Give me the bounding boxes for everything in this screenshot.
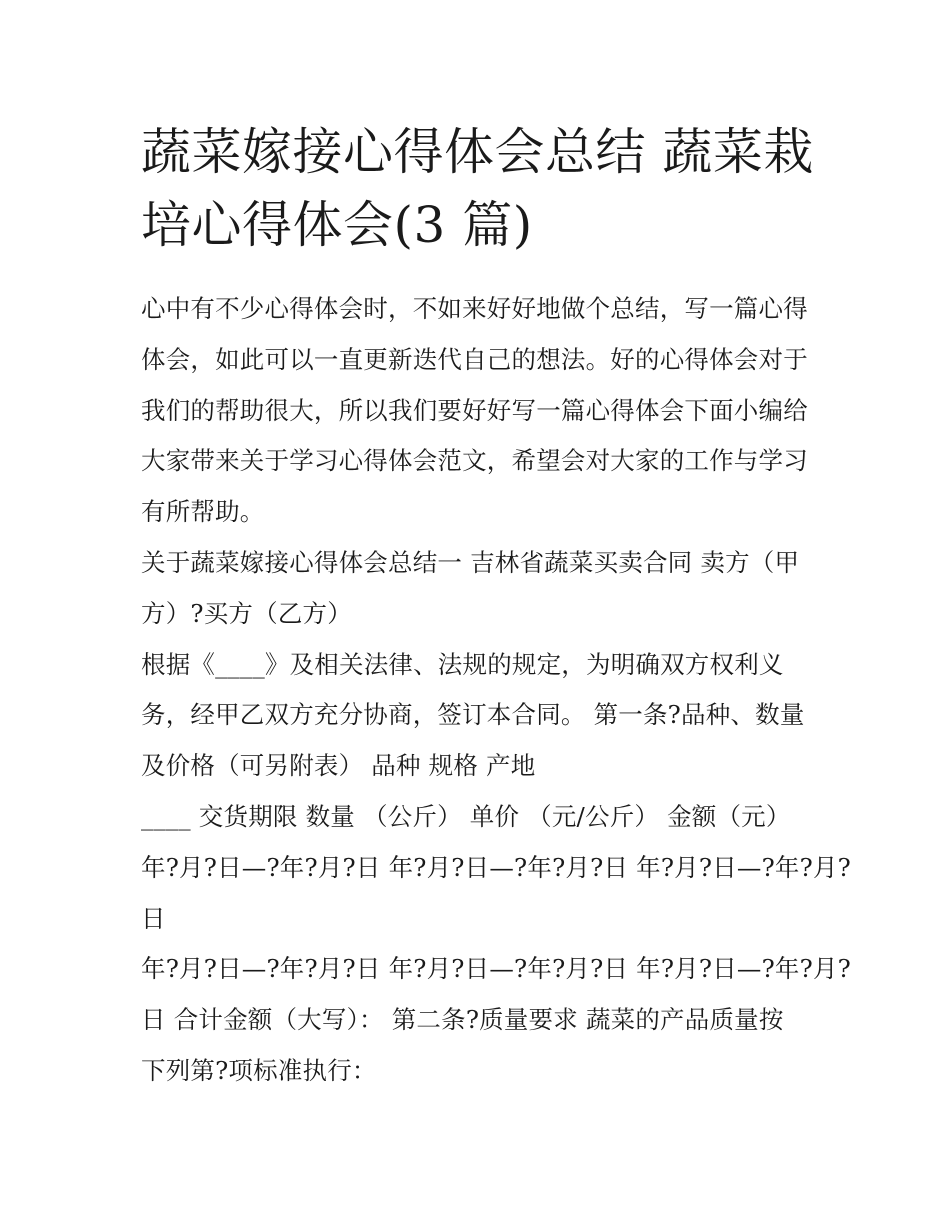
body-line: 我们的帮助很大，所以我们要好好写一篇心得体会下面小编给 [141, 395, 808, 425]
body-line: 日 合计金额（大写）： 第二条?质量要求 蔬菜的产品质量按 [141, 1005, 784, 1035]
body-line: 年?月?日—?年?月?日 年?月?日—?年?月?日 年?月?日—?年?月? [141, 852, 852, 882]
body-line: 心中有不少心得体会时，不如来好好地做个总结，写一篇心得 [141, 294, 808, 323]
document-body [141, 284, 852, 1097]
document-page [141, 116, 852, 1097]
body-line: 下列第?项标准执行： [141, 1055, 377, 1085]
body-line: 根据《____》及相关法律、法规的规定，为明确双方权利义 [141, 649, 784, 679]
body-line: ____ 交货期限 数量 （公斤） 单价 （元/公斤） 金额（元） [141, 801, 791, 831]
body-line: 及价格（可另附表） 品种 规格 产地 [141, 751, 536, 781]
body-line: 体会，如此可以一直更新迭代自己的想法。好的心得体会对于 [141, 344, 808, 374]
body-line: 关于蔬菜嫁接心得体会总结一 吉林省蔬菜买卖合同 卖方（甲 [141, 547, 800, 577]
title-line: 蔬菜嫁接心得体会总结 蔬菜栽 [141, 123, 814, 181]
title-line: 培心得体会(3 篇) [141, 196, 533, 254]
document-title [141, 116, 813, 262]
body-line: 日 [141, 903, 166, 933]
body-line: 年?月?日—?年?月?日 年?月?日—?年?月?日 年?月?日—?年?月? [141, 954, 852, 984]
body-line: 有所帮助。 [141, 497, 265, 527]
body-line: 方）?买方（乙方） [141, 598, 352, 628]
body-line: 大家带来关于学习心得体会范文，希望会对大家的工作与学习 [141, 446, 808, 476]
body-line: 务，经甲乙双方充分协商，签订本合同。 第一条?品种、数量 [141, 700, 805, 730]
